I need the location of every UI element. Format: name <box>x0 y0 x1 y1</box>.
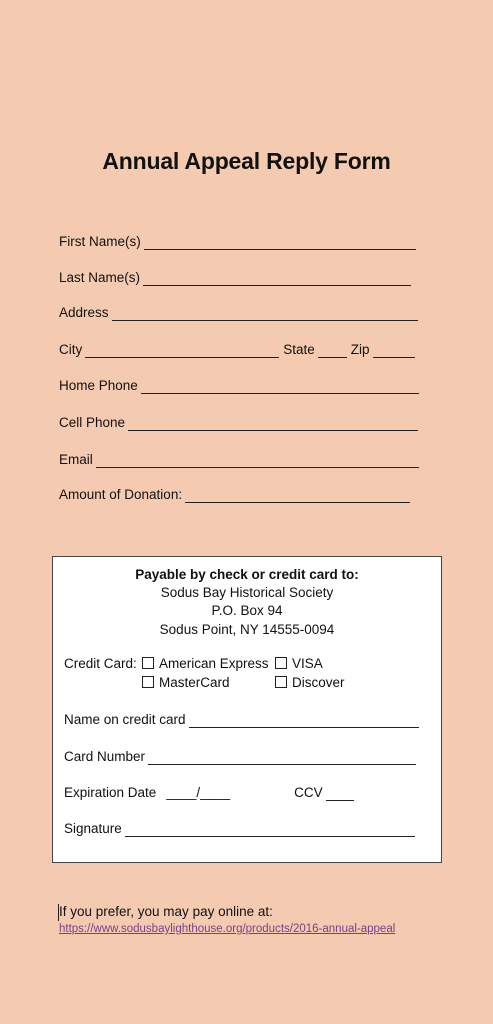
expiration-row <box>64 785 354 801</box>
city-line[interactable] <box>85 344 279 358</box>
home-phone-label: Home Phone <box>59 378 138 393</box>
checkbox-american-express[interactable] <box>142 657 154 669</box>
first-name-field[interactable] <box>59 234 416 250</box>
option-mastercard-label: MasterCard <box>159 675 230 690</box>
first-name-line[interactable] <box>144 236 416 250</box>
payment-city-line: Sodus Point, NY 14555-0094 <box>159 622 335 637</box>
option-discover-label: Discover <box>292 675 345 690</box>
cell-phone-line[interactable] <box>128 417 418 431</box>
option-visa[interactable] <box>275 655 323 673</box>
name-on-card-line[interactable] <box>189 714 419 728</box>
email-line[interactable] <box>96 454 419 468</box>
address-field[interactable] <box>59 305 418 321</box>
donation-line[interactable] <box>185 489 410 503</box>
option-mastercard[interactable] <box>142 674 230 692</box>
card-number-label: Card Number <box>64 749 146 764</box>
form-title: Annual Appeal Reply Form <box>102 148 391 174</box>
credit-card-label: Credit Card: <box>64 656 137 671</box>
expiration-label: Expiration Date <box>64 785 157 800</box>
home-phone-field[interactable] <box>59 378 419 394</box>
signature-line[interactable] <box>125 823 415 837</box>
signature-field[interactable] <box>64 821 415 837</box>
city-label: City <box>59 342 83 357</box>
donation-label: Amount of Donation: <box>59 487 183 502</box>
signature-label: Signature <box>64 821 122 836</box>
donation-field[interactable] <box>59 487 410 503</box>
payment-po-box: P.O. Box 94 <box>211 603 283 618</box>
option-visa-label: VISA <box>292 656 323 671</box>
email-label: Email <box>59 452 93 467</box>
expiration-blank[interactable]: ____/____ <box>166 785 231 800</box>
name-on-card-label: Name on credit card <box>64 712 186 727</box>
email-field[interactable] <box>59 452 419 468</box>
last-name-line[interactable] <box>143 272 411 286</box>
first-name-label: First Name(s) <box>59 234 141 249</box>
online-payment-text: If you prefer, you may pay online at: <box>59 904 273 919</box>
home-phone-line[interactable] <box>141 380 419 394</box>
checkbox-mastercard[interactable] <box>142 676 154 688</box>
card-number-line[interactable] <box>148 751 416 765</box>
option-american-express[interactable] <box>142 655 269 673</box>
card-number-field[interactable] <box>64 749 416 765</box>
last-name-label: Last Name(s) <box>59 270 141 285</box>
option-discover[interactable] <box>275 674 345 692</box>
payment-org: Sodus Bay Historical Society <box>160 585 334 600</box>
cell-phone-label: Cell Phone <box>59 415 126 430</box>
online-payment-link[interactable]: https://www.sodusbaylighthouse.org/products/2016-annual-appeal <box>59 923 396 935</box>
address-line[interactable] <box>112 307 418 321</box>
state-line[interactable] <box>318 344 347 358</box>
state-label: State <box>283 342 315 357</box>
address-label: Address <box>59 305 109 320</box>
city-state-zip-row <box>59 342 415 358</box>
name-on-card-field[interactable] <box>64 712 419 728</box>
last-name-field[interactable] <box>59 270 411 286</box>
option-american-express-label: American Express <box>159 656 269 671</box>
checkbox-visa[interactable] <box>275 657 287 669</box>
payment-heading: Payable by check or credit card to: <box>135 567 359 582</box>
ccv-label: CCV <box>294 785 323 800</box>
zip-label: Zip <box>350 342 370 357</box>
cell-phone-field[interactable] <box>59 415 418 431</box>
payment-box <box>52 556 442 863</box>
zip-line[interactable] <box>373 344 415 358</box>
checkbox-discover[interactable] <box>275 676 287 688</box>
ccv-line[interactable] <box>326 787 354 801</box>
